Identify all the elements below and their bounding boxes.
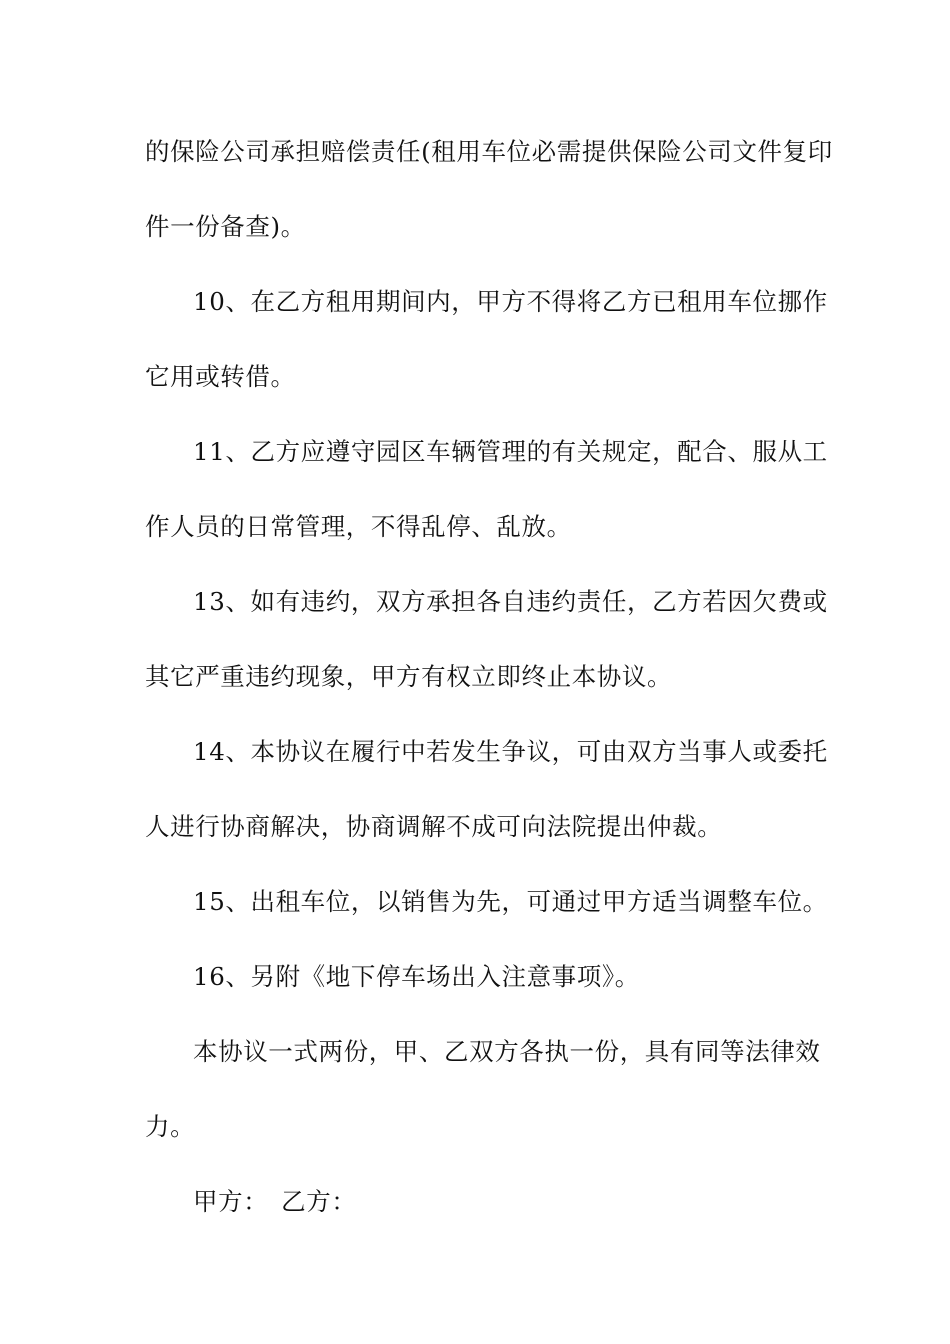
clause-11: 11、乙方应遵守园区车辆管理的有关规定，配合、服从工 [193,437,828,466]
text-line: 件一份备查)。 [145,212,306,241]
text-line: 人进行协商解决，协商调解不成可向法院提出仲裁。 [145,812,723,841]
clause-10: 10、在乙方租用期间内，甲方不得将乙方已租用车位挪作 [193,287,828,316]
clause-13: 13、如有违约，双方承担各自违约责任，乙方若因欠费或 [193,587,828,616]
clause-15: 15、出租车位，以销售为先，可通过甲方适当调整车位。 [193,887,828,916]
copies-clause: 本协议一式两份，甲、乙双方各执一份，具有同等法律效 [193,1037,821,1066]
clause-16: 16、另附《地下停车场出入注意事项》。 [193,962,640,991]
text-line: 力。 [145,1112,196,1141]
clause-14: 14、本协议在履行中若发生争议，可由双方当事人或委托 [193,737,828,766]
text-line: 其它严重违约现象，甲方有权立即终止本协议。 [145,662,673,691]
text-line: 它用或转借。 [145,362,296,391]
text-line: 作人员的日常管理，不得乱停、乱放。 [145,512,572,541]
signature-line: 甲方： 乙方： [193,1187,357,1216]
text-line: 的保险公司承担赔偿责任(租用车位必需提供保险公司文件复印 [145,137,833,166]
